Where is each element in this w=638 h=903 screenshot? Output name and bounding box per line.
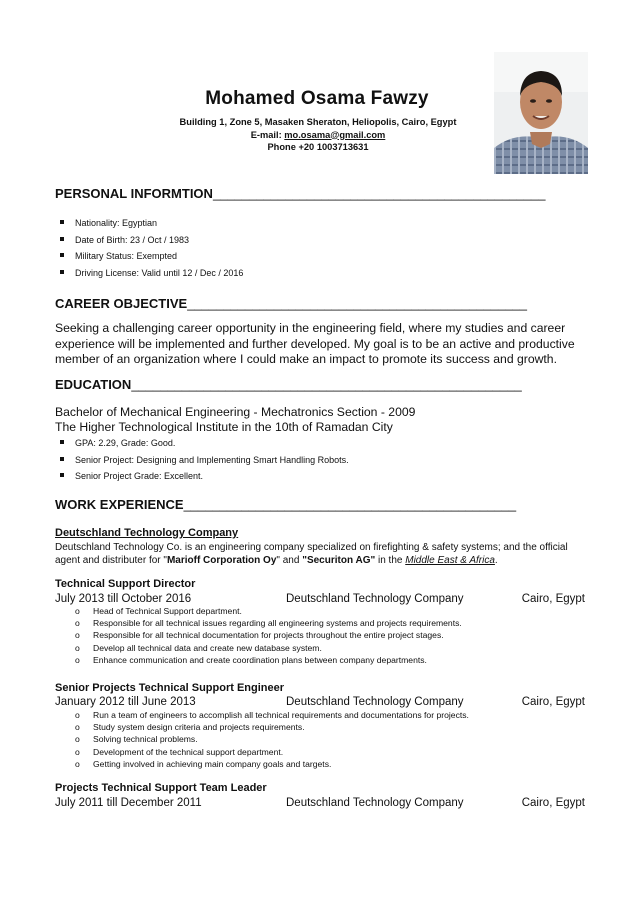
bullet-circle-icon: o [75,758,80,769]
list-item [75,709,469,721]
bullet-circle-icon: o [75,618,80,629]
job-title: Technical Support Director [55,578,196,590]
work-experience-heading [55,497,516,512]
nationality-text: Nationality: Egyptian [75,218,158,228]
job-company: Deutschland Technology Company [286,593,464,605]
job-details-row [55,696,585,710]
task-text: Getting involved in achieving main company goals and targets. [93,758,332,769]
list-item [75,733,469,745]
bullet-circle-icon: o [75,606,80,616]
job-location: Cairo, Egypt [521,696,585,708]
bullet-circle-icon: o [75,710,80,720]
address-line: Building 1, Zone 5, Masaken Sheraton, Heliopolis, Cairo, Egypt [179,117,457,127]
job-location: Cairo, Egypt [521,593,585,605]
email-link[interactable]: mo.osama@gmail.com [284,129,386,140]
birth-date-text: Date of Birth: 23 / Oct / 1983 [75,234,190,245]
list-item [75,642,462,654]
task-text: Responsible for all technical issues regarding all engineering systems and projects requirements. [93,618,462,629]
bullet-circle-icon: o [75,746,80,757]
project-grade-text: Senior Project Grade: Excellent. [75,471,204,481]
list-item [75,746,469,758]
job-period: July 2013 till October 2016 [55,593,192,605]
bullet-circle-icon: o [75,722,80,733]
bullet-square-icon [60,457,64,461]
task-text: Head of Technical Support department. [93,606,242,616]
list-item [60,470,349,487]
gpa-text: GPA: 2.29, Grade: Good. [75,438,176,448]
heading-rule: ______________________________________________________ [131,377,522,392]
personal-info-title: PERSONAL INFORMTION [55,186,213,201]
list-item [75,629,462,641]
partner-name: Marioff Corporation Oy [166,555,277,566]
bullet-square-icon [60,473,64,477]
education-institute: The Higher Technological Institute in the 10th of Ramadan City [55,420,393,434]
company-desc-part: . [494,555,498,566]
task-text: Study system design criteria and projects requirements. [93,722,305,733]
bullet-circle-icon: o [75,734,80,745]
bullet-square-icon [60,440,64,444]
bullet-circle-icon: o [75,642,80,653]
job-task-list [75,709,469,770]
education-heading [55,377,522,392]
candidate-name: Mohamed Osama Fawzy [205,88,429,109]
heading-rule: ______________________________________________ [183,497,517,512]
heading-rule: _______________________________________________ [187,296,528,311]
list-item [60,217,243,234]
personal-info-list [60,217,243,283]
job-title: Senior Projects Technical Support Engineer [55,682,285,694]
bullet-square-icon [60,253,64,257]
task-text: Run a team of engineers to accomplish all technical requirements and documentations for projects. [93,710,469,720]
partner-name: "Securiton AG" [302,555,376,566]
list-item [60,250,243,267]
email-label: E-mail: [250,129,285,140]
work-experience-title: WORK EXPERIENCE [55,497,184,512]
phone-line: Phone +20 1003713631 [267,142,369,152]
military-status-text: Military Status: Exempted [75,251,178,261]
career-objective-text: Seeking a challenging career opportunity in the engineering field, where my studies and career experience will be implemented and further developed. My goal is to be an active and productive member of an organization where I could make an impact to promote its success and growth. [55,321,575,366]
career-objective-title: CAREER OBJECTIVE [55,296,188,311]
list-item [75,605,462,617]
profile-photo [494,52,588,174]
career-objective-heading [55,296,527,311]
job-task-list [75,605,462,666]
education-degree: Bachelor of Mechanical Engineering - Mechatronics Section - 2009 [55,405,416,419]
list-item [75,721,469,733]
job-company: Deutschland Technology Company [286,696,464,708]
list-item [75,758,469,770]
bullet-circle-icon: o [75,654,80,665]
bullet-circle-icon: o [75,630,80,641]
driving-license-text: Driving License: Valid until 12 / Dec / 2016 [75,267,244,278]
heading-rule: ______________________________________________ [212,186,546,201]
senior-project-text: Senior Project: Designing and Implementing Smart Handling Robots. [75,454,349,465]
company-description [55,541,590,567]
education-list [60,437,349,487]
list-item [60,267,243,284]
task-text: Responsible for all technical documentation for projects throughout the entire project stages. [93,630,444,641]
region-text: Middle East & Africa [405,555,495,566]
list-item [60,437,349,454]
job-company: Deutschland Technology Company [286,797,464,809]
company-desc-part: Deutschland Technology Co. is an engineering company specialized on firefighting & safety systems; and the official agent and distributer for " [55,542,568,566]
task-text: Development of the technical support department. [93,746,284,757]
bullet-square-icon [60,270,64,274]
company-desc-part: in the [375,555,406,566]
personal-info-heading [55,186,546,201]
company-desc-part: " and [276,555,303,566]
bullet-square-icon [60,237,64,241]
job-location: Cairo, Egypt [521,797,585,809]
job-title: Projects Technical Support Team Leader [55,782,267,794]
list-item [75,654,462,666]
list-item [75,617,462,629]
bullet-square-icon [60,220,64,224]
task-text: Enhance communication and create coordination plans between company departments. [93,654,427,665]
education-title: EDUCATION [55,377,132,392]
job-details-row [55,797,585,811]
list-item [60,234,243,251]
task-text: Solving technical problems. [93,734,198,745]
list-item [60,454,349,471]
company-name: Deutschland Technology Company [55,527,239,539]
job-period: July 2011 till December 2011 [55,797,202,809]
job-period: January 2012 till June 2013 [55,696,196,708]
task-text: Develop all technical data and create new database system. [93,642,322,653]
